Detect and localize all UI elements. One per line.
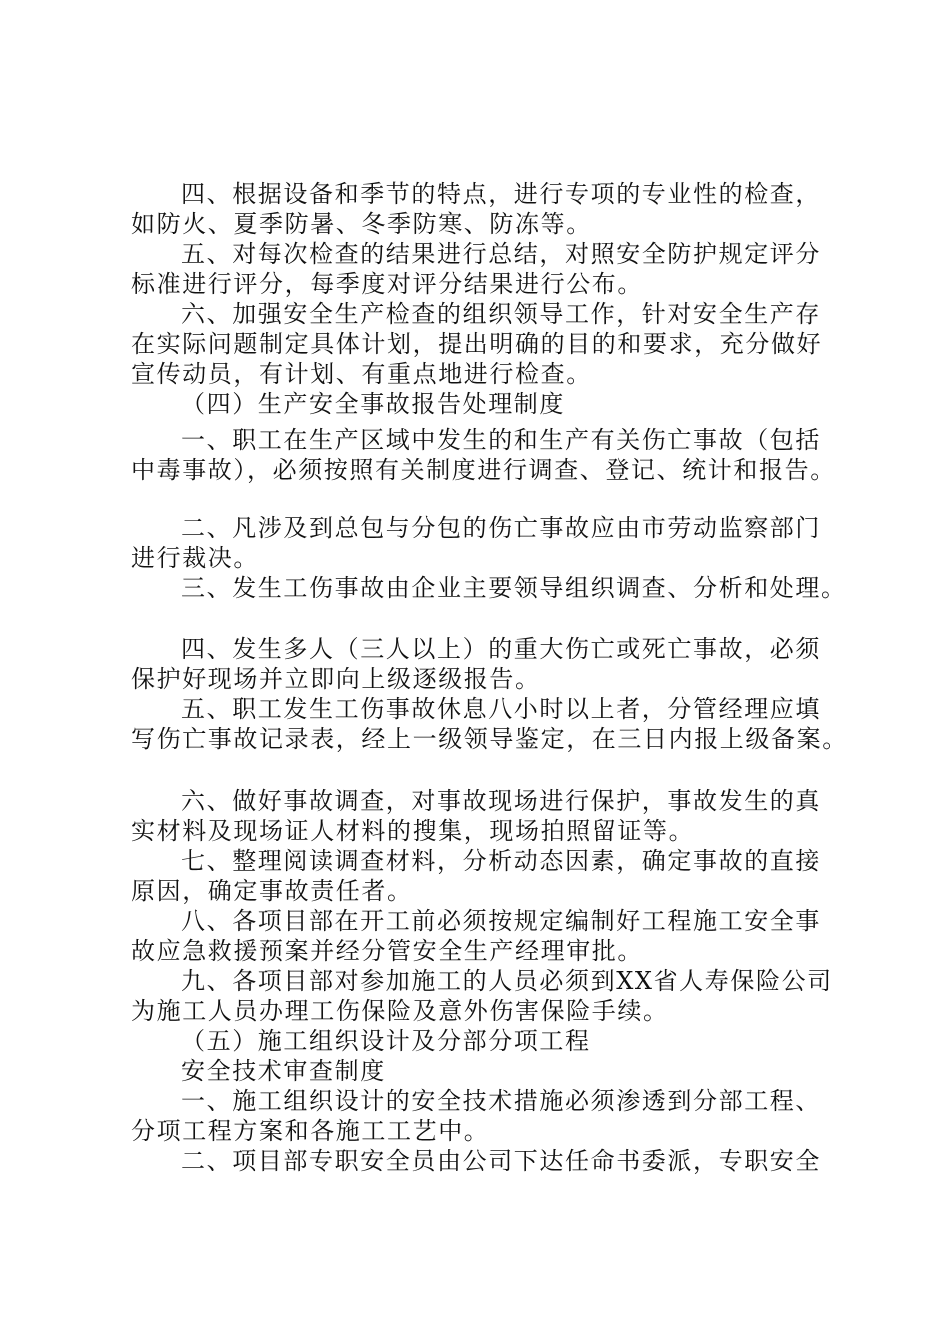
text-line: 标准进行评分，每季度对评分结果进行公布。	[131, 270, 643, 298]
text-line: 一、施工组织设计的安全技术措施必须渗透到分部工程、	[181, 1087, 821, 1115]
text-line: 八、各项目部在开工前必须按规定编制好工程施工安全事	[181, 907, 821, 935]
text-line: 宣传动员，有计划、有重点地进行检查。	[131, 360, 592, 388]
section-heading: （五）施工组织设计及分部分项工程	[181, 1027, 591, 1055]
text-line: 原因，确定事故责任者。	[131, 877, 413, 905]
section-heading: （四）生产安全事故报告处理制度	[181, 390, 565, 418]
text-line: 五、职工发生工伤事故休息八小时以上者，分管经理应填	[181, 695, 821, 723]
text-line: 二、项目部专职安全员由公司下达任命书委派，专职安全	[181, 1147, 821, 1175]
text-line: 六、做好事故调查，对事故现场进行保护，事故发生的真	[181, 787, 821, 815]
text-line: 实材料及现场证人材料的搜集，现场拍照留证等。	[131, 817, 695, 845]
text-line: 九、各项目部对参加施工的人员必须到XX省人寿保险公司	[181, 967, 833, 995]
text-line: 进行裁决。	[131, 544, 259, 572]
text-line: 为施工人员办理工伤保险及意外伤害保险手续。	[131, 997, 669, 1025]
text-line: 三、发生工伤事故由企业主要领导组织调查、分析和处理。	[181, 574, 847, 602]
text-line: 六、加强安全生产检查的组织领导工作，针对安全生产存	[181, 300, 821, 328]
text-line: 中毒事故），必须按照有关制度进行调查、登记、统计和报告。	[131, 456, 836, 484]
section-heading: 安全技术审查制度	[181, 1057, 386, 1085]
text-line: 二、凡涉及到总包与分包的伤亡事故应由市劳动监察部门	[181, 514, 821, 542]
text-line: 五、对每次检查的结果进行总结，对照安全防护规定评分	[181, 240, 821, 268]
text-line: 保护好现场并立即向上级逐级报告。	[131, 665, 541, 693]
text-line: 四、发生多人（三人以上）的重大伤亡或死亡事故，必须	[181, 635, 821, 663]
text-line: 写伤亡事故记录表，经上一级领导鉴定，在三日内报上级备案。	[131, 725, 848, 753]
text-line: 分项工程方案和各施工工艺中。	[131, 1117, 490, 1145]
text-line: 七、整理阅读调查材料，分析动态因素，确定事故的直接	[181, 847, 821, 875]
text-line: 故应急救援预案并经分管安全生产经理审批。	[131, 937, 643, 965]
text-line: 如防火、夏季防暑、冬季防寒、防冻等。	[131, 210, 592, 238]
text-line: 四、根据设备和季节的特点，进行专项的专业性的检查，	[181, 180, 821, 208]
text-line: 在实际问题制定具体计划，提出明确的目的和要求，充分做好	[131, 330, 823, 358]
text-line: 一、职工在生产区域中发生的和生产有关伤亡事故（包括	[181, 426, 821, 454]
